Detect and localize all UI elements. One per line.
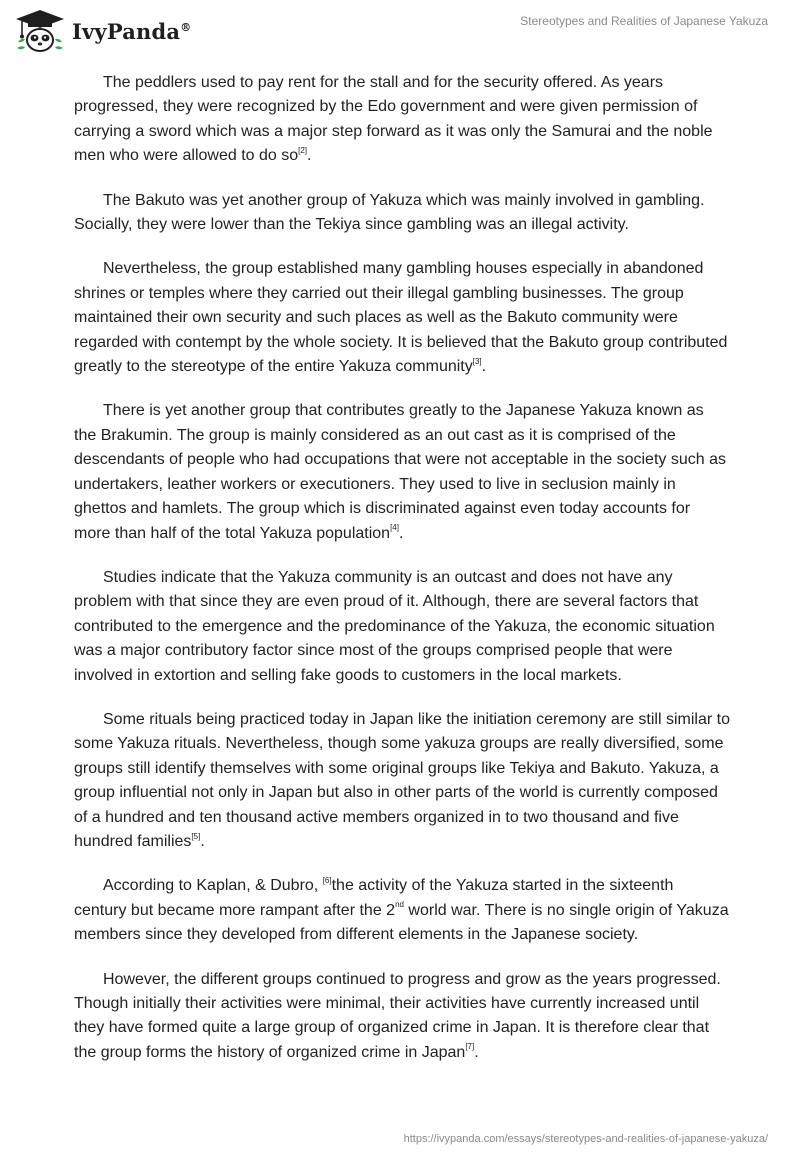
- registered-mark: ®: [180, 20, 192, 34]
- citation-ref[interactable]: [4]: [390, 523, 399, 533]
- paragraph-2: The Bakuto was yet another group of Yakuza which was mainly involved in gambling. Socially, they were lower than the Tekiya since gambling was an illegal activity.: [74, 191, 705, 234]
- paragraph-7: According to Kaplan, & Dubro, [6]the activity of the Yakuza started in the sixteenth century but became more rampant after the 2nd world war. There is no single origin of Yakuza members since they developed from different elements in the Japanese society.: [74, 876, 729, 944]
- paragraph-6: Some rituals being practiced today in Japan like the initiation ceremony are still similar to some Yakuza rituals. Nevertheless, though some yakuza groups are really diversified, some groups still identify themselves with some original groups like Tekiya and Bakuto. Yakuza, a group influential not only in Japan but also in other parts of the world is currently composed of a hundred and ten thousand active members organized in to two thousand and five hundred families[5].: [74, 710, 730, 850]
- paragraph-5: Studies indicate that the Yakuza community is an outcast and does not have any problem with that since they are even proud of it. Although, there are several factors that contributed to the emergence and the predominance of the Yakuza, the economic situation was a major contributory factor since most of the groups comprised people that were involved in extortion and selling fake goods to customers in the local markets.: [74, 568, 715, 684]
- ordinal-suffix: nd: [395, 900, 404, 910]
- citation-ref[interactable]: [5]: [191, 831, 201, 841]
- paragraph-3: Nevertheless, the group established many gambling houses especially in abandoned shrines or temples where they carried out their illegal gambling businesses. The group maintained their own security and such places as well as the Bakuto community were regarded with contempt by the whole society. It is believed that the Bakuto group contributed greatly to the stereotype of the entire Yakuza community[3].: [74, 260, 728, 376]
- brand-name: IvyPanda®: [72, 18, 192, 44]
- source-url[interactable]: https://ivypanda.com/essays/stereotypes-and-realities-of-japanese-yakuza/: [403, 1133, 768, 1145]
- paragraph-1: The peddlers used to pay rent for the stall and for the security offered. As years progressed, they were recognized by the Edo government and were given permission of carrying a sword which was a major step forward as it was only the Samurai and the noble men who were allowed to do so[2].: [74, 74, 713, 165]
- document-title: Stereotypes and Realities of Japanese Yakuza: [520, 14, 768, 28]
- citation-ref[interactable]: [2]: [298, 145, 308, 155]
- paragraph-8: However, the different groups continued to progress and grow as the years progressed. Though initially their activities were minimal, their activities have currently increased until they have formed quite a large group of organized crime in Japan. It is therefore clear that the group forms the history of organized crime in Japan[7].: [74, 970, 721, 1061]
- essay-body: [74, 71, 730, 1085]
- citation-ref[interactable]: [3]: [472, 356, 482, 366]
- citation-ref[interactable]: [6]: [322, 876, 332, 886]
- paragraph-4: There is yet another group that contributes greatly to the Japanese Yakuza known as the Brakumin. The group is mainly considered as an out cast as it is comprised of the descendants of people who had occupations that were not acceptable in the society such as undertakers, leather workers or executioners. They used to live in seclusion mainly in ghettos and hamlets. The group which is discriminated against even today accounts for more than half of the total Yakuza population[4].: [74, 402, 726, 542]
- panda-graduate-icon: [14, 8, 66, 54]
- page-header: [0, 0, 800, 60]
- citation-ref[interactable]: [7]: [465, 1042, 475, 1052]
- brand-logo[interactable]: [14, 8, 191, 54]
